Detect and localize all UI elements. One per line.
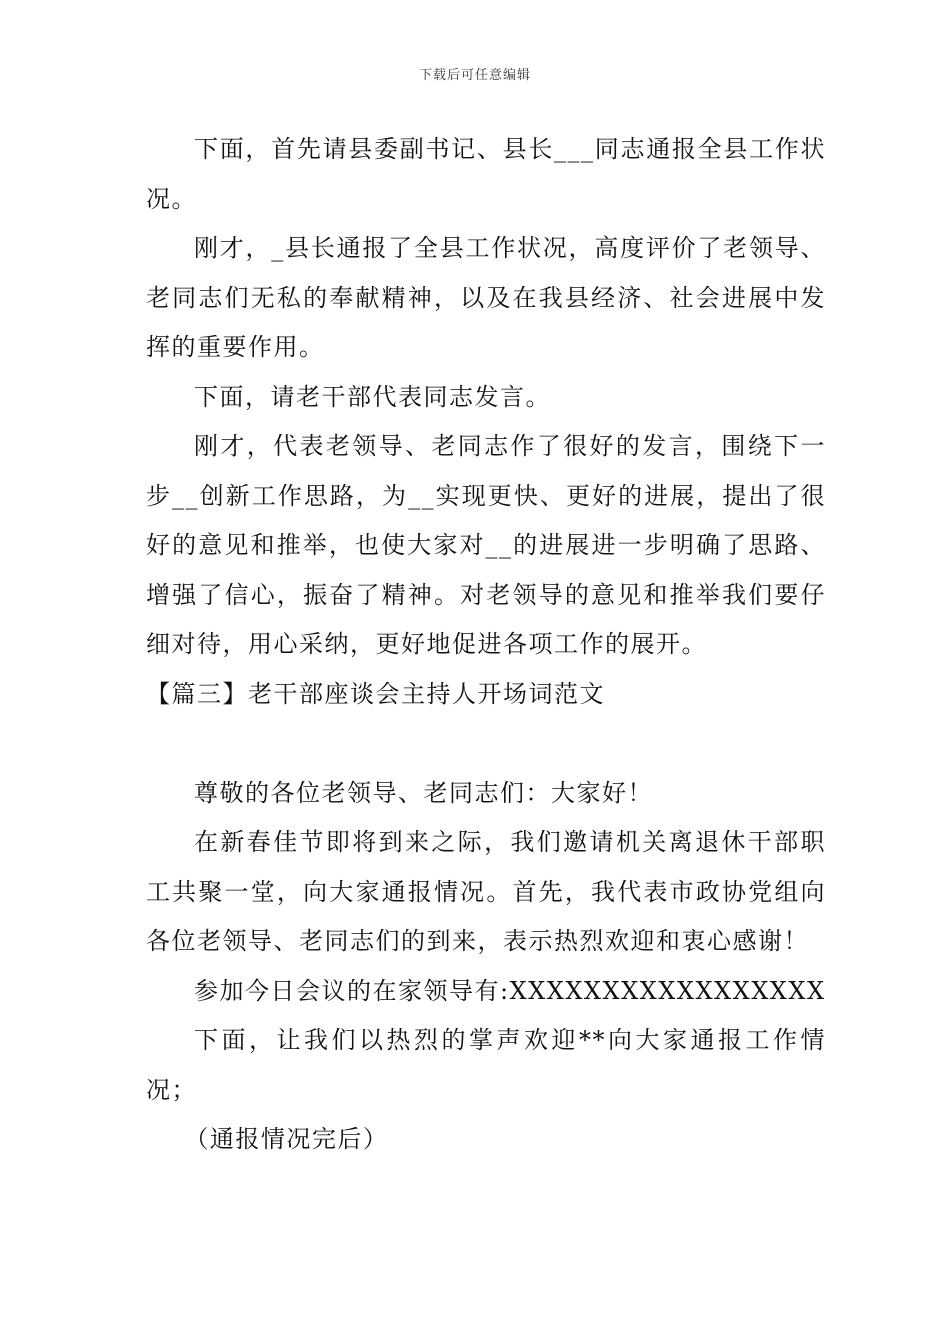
- paragraph: 刚才，_县长通报了全县工作状况，高度评价了老领导、老同志们无私的奉献精神，以及在我县经济、社会进展中发挥的重要作用。: [146, 234, 826, 361]
- document-body: [146, 125, 826, 1165]
- page-header: 下载后可任意编辑: [418, 68, 531, 83]
- paragraph: 下面，首先请县委副书记、县长___同志通报全县工作状况。: [146, 135, 826, 213]
- paragraph: 下面，请老干部代表同志发言。: [194, 382, 551, 411]
- parenthetical-note: （通报情况完后）: [184, 1125, 389, 1153]
- section-title: 【篇三】老干部座谈会主持人开场词范文: [146, 679, 605, 708]
- paragraph: 在新春佳节即将到来之际，我们邀请机关离退休干部职工共聚一堂，向大家通报情况。首先，我代表市政协党组向各位老领导、老同志们的到来，表示热烈欢迎和衷心感谢！: [146, 828, 826, 955]
- paragraph: 下面，让我们以热烈的掌声欢迎**向大家通报工作情况；: [146, 1026, 826, 1104]
- blank-line: [146, 719, 826, 769]
- paragraph: 刚才，代表老领导、老同志作了很好的发言，围绕下一步__创新工作思路，为__实现更快、更好的进展，提出了很好的意见和推举，也使大家对__的进展进一步明确了思路、增强了信心，振奋了精神。对老领导的意见和推举我们要仔细对待，用心采纳，更好地促进各项工作的展开。: [146, 432, 826, 658]
- paragraph: 参加今日会议的在家领导有:XXXXXXXXXXXXXXXXX: [194, 976, 826, 1005]
- greeting-paragraph: 尊敬的各位老领导、老同志们：大家好！: [194, 778, 653, 807]
